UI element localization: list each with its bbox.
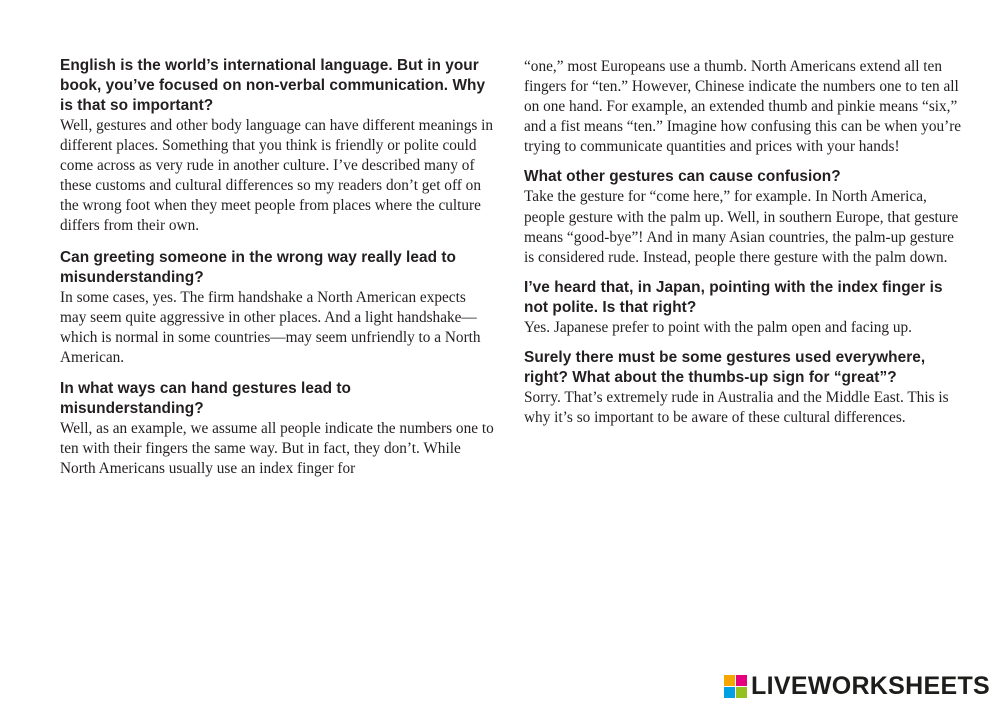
question-heading: What other gestures can cause confusion? [524, 168, 841, 186]
qa-block [524, 278, 964, 338]
question-heading: In what ways can hand gestures lead to misunderstanding? [60, 379, 351, 417]
qa-block [60, 379, 495, 479]
answer-paragraph: Well, as an example, we assume all people indicate the numbers one to ten with their fingers the same way. But in fact, they don’t. While North Americans usually use an index finger for [60, 419, 494, 478]
answer-paragraph: Take the gesture for “come here,” for example. In North America, people gesture with the palm up. Well, in southern Europe, that gesture means “good-bye”! And in many Asian countries, the palm-up gesture is considered rude. Instead, people there gesture with the palm down. [524, 188, 959, 266]
logo-square-magenta [736, 675, 747, 686]
question-heading: I’ve heard that, in Japan, pointing with the index finger is not polite. Is that right? [524, 278, 943, 316]
answer-paragraph: In some cases, yes. The firm handshake a North American expects may seem quite aggressive in other places. And a light handshake—which is normal in some countries—may seem unfriendly to a North American. [60, 288, 481, 366]
liveworksheets-logo[interactable] [724, 671, 990, 701]
continuation-paragraph: “one,” most Europeans use a thumb. North Americans extend all ten fingers for “ten.” However, Chinese indicate the numbers one to ten all on one hand. For example, an extended thumb and pinkie means “six,” and a fist means “ten.” Imagine how confusing this can be when you’re trying to communicate quantities and prices with your hands! [524, 58, 962, 156]
qa-block [524, 348, 964, 428]
right-column [524, 57, 964, 428]
answer-paragraph: Yes. Japanese prefer to point with the palm open and facing up. [524, 318, 912, 336]
continuation-block [524, 57, 964, 157]
question-heading: English is the world’s international language. But in your book, you’ve focused on non-verbal communication. Why is that so important? [60, 57, 486, 114]
answer-paragraph: Sorry. That’s extremely rude in Australia and the Middle East. This is why it’s so important to be aware of these cultural differences. [524, 388, 949, 427]
qa-block [60, 56, 495, 237]
logo-square-blue [724, 687, 735, 698]
question-heading: Surely there must be some gestures used everywhere, right? What about the thumbs-up sign for “great”? [524, 348, 926, 386]
logo-square-orange [724, 675, 735, 686]
answer-paragraph: Well, gestures and other body language can have different meanings in different places. Something that you think is friendly or polite could come across as very rude in another culture. I’ve described many of these customs and cultural differences so my readers don’t get off on the wrong foot when they meet people from places where the culture differs from their own. [60, 117, 494, 235]
logo-square-green [736, 687, 747, 698]
qa-block [60, 248, 495, 368]
liveworksheets-logo-icon [724, 675, 747, 698]
qa-block [524, 167, 964, 267]
left-column [60, 56, 495, 479]
logo-wordmark: LIVEWORKSHEETS [751, 671, 990, 700]
question-heading: Can greeting someone in the wrong way really lead to misunderstanding? [60, 248, 457, 286]
